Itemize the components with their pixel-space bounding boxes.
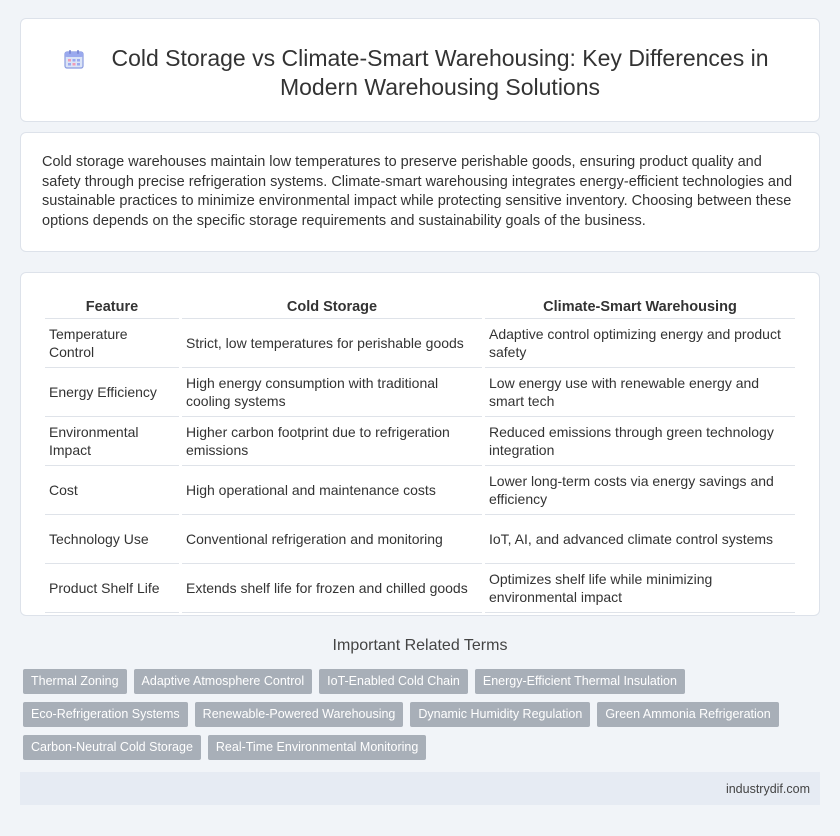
table-cell: Low energy use with renewable energy and smart tech xyxy=(485,368,795,417)
column-header-feature: Feature xyxy=(45,295,179,319)
intro-paragraph: Cold storage warehouses maintain low temperatures to preserve perishable goods, ensuring product quality and safety through precise refrigeration systems. Climate-smart warehousing integrates energy-efficient technologies and sustainable practices to minimize environmental impact while protecting sensitive inventory. Choosing between these options depends on the specific storage requirements and sustainability goals of the business. xyxy=(42,154,793,229)
table-cell: IoT, AI, and advanced climate control systems xyxy=(485,515,795,564)
page-title: Cold Storage vs Climate-Smart Warehousing: Key Differences in Modern Warehousing Solutions xyxy=(111,45,769,100)
column-header-cold-storage: Cold Storage xyxy=(182,295,482,319)
table-row xyxy=(45,466,795,515)
related-term-tag[interactable]: Renewable-Powered Warehousing xyxy=(195,702,404,727)
table-row xyxy=(45,515,795,564)
table-row xyxy=(45,564,795,613)
table-cell: Environmental Impact xyxy=(45,417,179,466)
related-term-tag[interactable]: Carbon-Neutral Cold Storage xyxy=(23,735,201,760)
related-terms-list xyxy=(23,669,823,760)
table-cell: Energy Efficiency xyxy=(45,368,179,417)
table-cell: Reduced emissions through green technology integration xyxy=(485,417,795,466)
table-cell: High energy consumption with traditional cooling systems xyxy=(182,368,482,417)
header-card xyxy=(20,18,820,122)
table-cell: Temperature Control xyxy=(45,319,179,368)
table-cell: Higher carbon footprint due to refrigeration emissions xyxy=(182,417,482,466)
table-cell: Technology Use xyxy=(45,515,179,564)
related-term-tag[interactable]: Real-Time Environmental Monitoring xyxy=(208,735,426,760)
column-header-climate-smart: Climate-Smart Warehousing xyxy=(485,295,795,319)
related-term-tag[interactable]: Adaptive Atmosphere Control xyxy=(134,669,313,694)
table-header-row xyxy=(45,295,795,319)
table-row xyxy=(45,368,795,417)
table-cell: Cost xyxy=(45,466,179,515)
table-row xyxy=(45,319,795,368)
related-terms-title: Important Related Terms xyxy=(332,637,508,654)
table-cell: Extends shelf life for frozen and chilled goods xyxy=(182,564,482,613)
related-term-tag[interactable]: IoT-Enabled Cold Chain xyxy=(319,669,468,694)
related-term-tag[interactable]: Green Ammonia Refrigeration xyxy=(597,702,778,727)
table-row xyxy=(45,417,795,466)
table-cell: High operational and maintenance costs xyxy=(182,466,482,515)
footer xyxy=(20,772,820,805)
footer-site-link[interactable]: industrydif.com xyxy=(725,782,810,796)
related-term-tag[interactable]: Energy-Efficient Thermal Insulation xyxy=(475,669,685,694)
table-cell: Optimizes shelf life while minimizing environmental impact xyxy=(485,564,795,613)
intro-card xyxy=(20,132,820,252)
comparison-table xyxy=(42,295,798,613)
table-cell: Strict, low temperatures for perishable goods xyxy=(182,319,482,368)
table-cell: Lower long-term costs via energy savings and efficiency xyxy=(485,466,795,515)
table-cell: Adaptive control optimizing energy and product safety xyxy=(485,319,795,368)
related-term-tag[interactable]: Eco-Refrigeration Systems xyxy=(23,702,188,727)
table-cell: Product Shelf Life xyxy=(45,564,179,613)
related-term-tag[interactable]: Thermal Zoning xyxy=(23,669,127,694)
table-cell: Conventional refrigeration and monitoring xyxy=(182,515,482,564)
comparison-card xyxy=(20,272,820,616)
related-term-tag[interactable]: Dynamic Humidity Regulation xyxy=(410,702,590,727)
